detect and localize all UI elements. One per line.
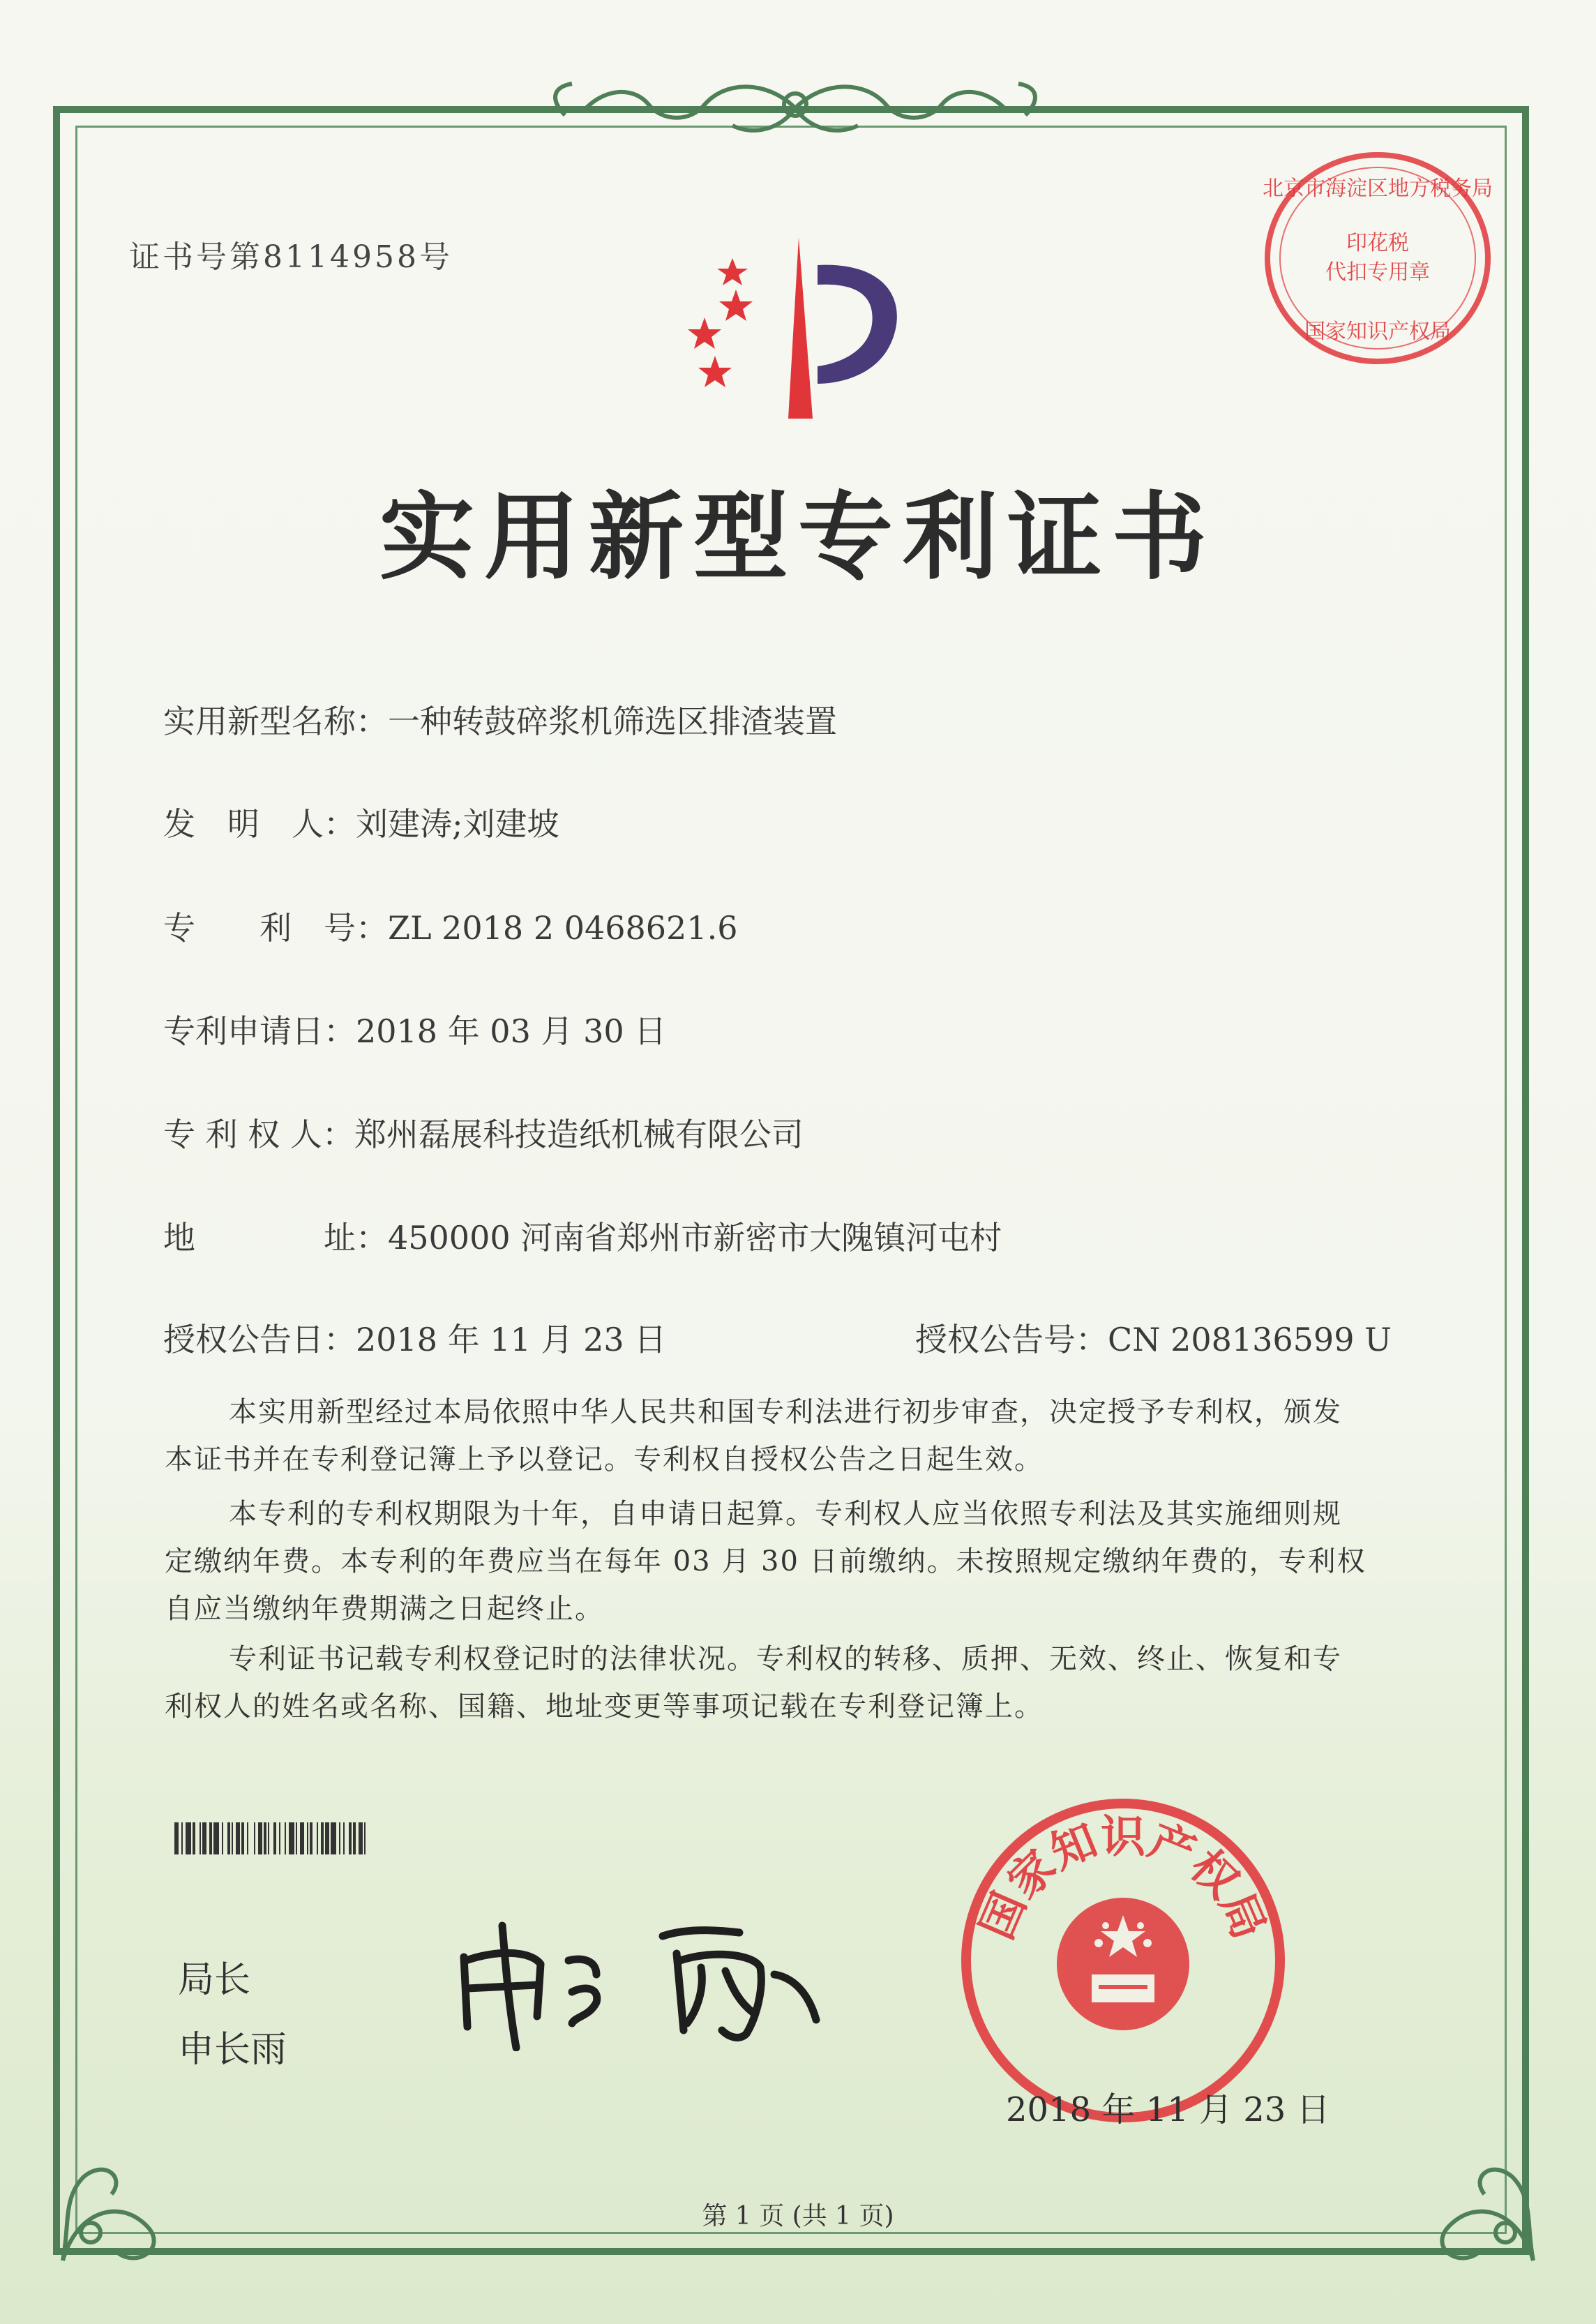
svg-text:国家知识产权局: 国家知识产权局 xyxy=(1304,320,1451,344)
field-name xyxy=(163,696,837,742)
certificate-number: 证书号第8114958号 xyxy=(129,239,453,275)
field-label: 专 利 权 人： xyxy=(163,1116,354,1153)
body-line: 自应当缴纳年费期满之日起终止。 xyxy=(165,1593,604,1625)
body-line: 利权人的姓名或名称、国籍、地址变更等事项记载在专利登记簿上。 xyxy=(165,1690,1044,1723)
field-filing-date xyxy=(163,1006,666,1052)
svg-text:代扣专用章: 代扣专用章 xyxy=(1325,260,1430,285)
field-address xyxy=(163,1213,1002,1259)
field-label: 授权公告号： xyxy=(915,1321,1108,1358)
body-paragraph-2 xyxy=(165,1490,1441,1633)
svg-text:国家知识产权局: 国家知识产权局 xyxy=(970,1811,1276,1947)
field-label: 授权公告日： xyxy=(163,1321,356,1358)
field-value: 2018 年 03 月 30 日 xyxy=(356,1012,667,1050)
field-value: CN 208136599 U xyxy=(1108,1321,1392,1358)
top-ornament-icon xyxy=(544,66,1046,150)
body-line: 专利证书记载专利权登记时的法律状况。专利权的转移、质押、无效、终止、恢复和专 xyxy=(229,1643,1342,1675)
seal-date: 2018 年 11 月 23 日 xyxy=(1006,2090,1330,2129)
barcode-bar xyxy=(331,1822,336,1854)
field-grant-no xyxy=(915,1314,1392,1360)
patent-office-logo-icon xyxy=(656,223,921,433)
page-number: 第 1 页 (共 1 页) xyxy=(702,2202,894,2231)
page-title: 实用新型专利证书 xyxy=(379,481,1217,593)
field-value: 2018 年 11 月 23 日 xyxy=(356,1321,667,1358)
director-name: 申长雨 xyxy=(178,2029,287,2071)
field-label: 地 址： xyxy=(163,1219,388,1257)
field-patent-no xyxy=(163,903,737,949)
field-label: 发 明 人： xyxy=(163,805,356,843)
body-line: 本证书并在专利登记簿上予以登记。专利权自授权公告之日起生效。 xyxy=(165,1444,1044,1476)
field-label: 专利申请日： xyxy=(163,1012,356,1050)
body-paragraph-3 xyxy=(165,1635,1441,1730)
corner-ornament-icon xyxy=(49,2093,230,2274)
svg-text:北京市海淀区地方税务局: 北京市海淀区地方税务局 xyxy=(1263,177,1493,201)
barcode-bar xyxy=(289,1822,294,1854)
field-grant-date xyxy=(163,1314,666,1360)
field-patentee xyxy=(163,1109,804,1155)
body-paragraph-1 xyxy=(165,1388,1441,1483)
field-label: 专 利 号： xyxy=(163,909,388,947)
svg-text:印花税: 印花税 xyxy=(1346,231,1409,255)
tax-seal-stamp xyxy=(1259,147,1496,370)
director-role: 局长 xyxy=(178,1959,251,2001)
barcode-bar xyxy=(248,1822,254,1854)
body-line: 本实用新型经过本局依照中华人民共和国专利法进行初步审查，决定授予专利权，颁发 xyxy=(229,1396,1342,1428)
field-value: 一种转鼓碎浆机筛选区排渣装置 xyxy=(388,703,837,740)
barcode-bar xyxy=(366,1822,368,1854)
handwritten-signature xyxy=(446,1912,837,2051)
barcode xyxy=(174,1822,601,1854)
corner-ornament-icon xyxy=(1366,2093,1547,2274)
field-value: 郑州磊展科技造纸机械有限公司 xyxy=(354,1116,804,1153)
field-value: 450000 河南省郑州市新密市大隗镇河屯村 xyxy=(388,1219,1002,1257)
barcode-bar xyxy=(213,1822,219,1854)
field-value: 刘建涛;刘建坡 xyxy=(356,805,559,843)
field-value: ZL 2018 2 0468621.6 xyxy=(388,909,738,947)
barcode-bar xyxy=(186,1822,191,1854)
body-line: 定缴纳年费。本专利的年费应当在每年 03 月 30 日前缴纳。未按照规定缴纳年费的，专利权 xyxy=(165,1545,1367,1577)
field-inventor xyxy=(163,799,559,845)
field-label: 实用新型名称： xyxy=(163,703,388,740)
body-line: 本专利的专利权期限为十年，自申请日起算。专利权人应当依照专利法及其实施细则规 xyxy=(229,1498,1342,1530)
